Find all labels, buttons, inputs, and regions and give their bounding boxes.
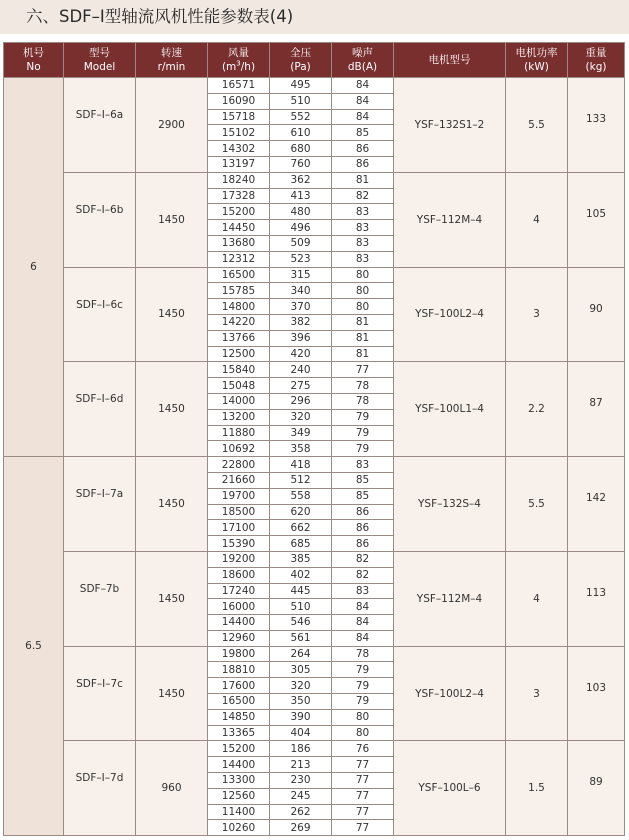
header-speed: 转速 r/min	[136, 43, 208, 78]
cell-motor-power: 5.5	[506, 78, 568, 173]
cell-airflow: 14450	[208, 220, 270, 236]
cell-airflow: 14220	[208, 314, 270, 330]
cell-noise: 80	[332, 709, 394, 725]
cell-airflow: 17328	[208, 188, 270, 204]
cell-noise: 83	[332, 583, 394, 599]
cell-motor-model: YSF–100L–6	[394, 741, 506, 836]
cell-pressure: 445	[270, 583, 332, 599]
cell-noise: 84	[332, 93, 394, 109]
cell-pressure: 390	[270, 709, 332, 725]
table-row	[4, 457, 625, 473]
cell-noise: 80	[332, 725, 394, 741]
cell-airflow: 15102	[208, 125, 270, 141]
cell-motor-power: 5.5	[506, 457, 568, 552]
cell-noise: 84	[332, 615, 394, 631]
cell-noise: 76	[332, 741, 394, 757]
cell-noise: 79	[332, 662, 394, 678]
cell-pressure: 510	[270, 599, 332, 615]
cell-pressure: 510	[270, 93, 332, 109]
cell-airflow: 18600	[208, 567, 270, 583]
cell-noise: 81	[332, 330, 394, 346]
cell-motor-power: 3	[506, 646, 568, 741]
cell-airflow: 16500	[208, 267, 270, 283]
cell-pressure: 213	[270, 757, 332, 773]
cell-airflow: 15840	[208, 362, 270, 378]
cell-airflow: 21660	[208, 472, 270, 488]
cell-pressure: 230	[270, 773, 332, 789]
cell-noise: 80	[332, 267, 394, 283]
cell-weight: 113	[568, 551, 625, 646]
cell-pressure: 269	[270, 820, 332, 836]
cell-motor-power: 2.2	[506, 362, 568, 457]
cell-pressure: 275	[270, 378, 332, 394]
cell-noise: 85	[332, 125, 394, 141]
cell-pressure: 315	[270, 267, 332, 283]
cell-noise: 84	[332, 109, 394, 125]
cell-noise: 86	[332, 520, 394, 536]
cell-noise: 85	[332, 472, 394, 488]
cell-noise: 79	[332, 441, 394, 457]
cell-motor-model: YSF–100L2–4	[394, 646, 506, 741]
cell-airflow: 15200	[208, 741, 270, 757]
cell-pressure: 296	[270, 393, 332, 409]
cell-motor-power: 3	[506, 267, 568, 362]
cell-fan-no: 6	[4, 78, 64, 457]
cell-model: SDF–7b	[64, 551, 136, 646]
header-row	[4, 43, 625, 78]
cell-airflow: 14800	[208, 299, 270, 315]
cell-pressure: 509	[270, 235, 332, 251]
cell-noise: 77	[332, 820, 394, 836]
cell-noise: 83	[332, 204, 394, 220]
cell-noise: 77	[332, 362, 394, 378]
cell-noise: 81	[332, 172, 394, 188]
cell-pressure: 340	[270, 283, 332, 299]
cell-weight: 142	[568, 457, 625, 552]
cell-noise: 79	[332, 678, 394, 694]
cell-pressure: 240	[270, 362, 332, 378]
cell-pressure: 320	[270, 409, 332, 425]
cell-airflow: 13680	[208, 235, 270, 251]
cell-noise: 79	[332, 425, 394, 441]
cell-airflow: 17100	[208, 520, 270, 536]
cell-pressure: 382	[270, 314, 332, 330]
cell-airflow: 19700	[208, 488, 270, 504]
cell-airflow: 14400	[208, 615, 270, 631]
cell-model: SDF–I–7c	[64, 646, 136, 741]
cell-noise: 80	[332, 299, 394, 315]
cell-airflow: 10692	[208, 441, 270, 457]
cell-model: SDF–I–6a	[64, 78, 136, 173]
cell-airflow: 14302	[208, 141, 270, 157]
cell-weight: 90	[568, 267, 625, 362]
cell-motor-power: 1.5	[506, 741, 568, 836]
cell-airflow: 14850	[208, 709, 270, 725]
cell-weight: 87	[568, 362, 625, 457]
cell-pressure: 480	[270, 204, 332, 220]
cell-airflow: 19200	[208, 551, 270, 567]
cell-airflow: 16571	[208, 78, 270, 94]
cell-pressure: 620	[270, 504, 332, 520]
fan-performance-table	[3, 42, 625, 836]
cell-pressure: 418	[270, 457, 332, 473]
table-row	[4, 646, 625, 662]
cell-pressure: 245	[270, 788, 332, 804]
cell-airflow: 19800	[208, 646, 270, 662]
cell-pressure: 385	[270, 551, 332, 567]
cell-model: SDF–I–7a	[64, 457, 136, 552]
cell-noise: 78	[332, 393, 394, 409]
cell-noise: 77	[332, 804, 394, 820]
header-noise: 噪声 dB(A)	[332, 43, 394, 78]
cell-noise: 85	[332, 488, 394, 504]
cell-pressure: 496	[270, 220, 332, 236]
cell-airflow: 13200	[208, 409, 270, 425]
cell-airflow: 12312	[208, 251, 270, 267]
cell-noise: 83	[332, 457, 394, 473]
cell-pressure: 495	[270, 78, 332, 94]
cell-airflow: 18810	[208, 662, 270, 678]
cell-noise: 79	[332, 409, 394, 425]
cell-fan-no: 6.5	[4, 457, 64, 836]
cell-airflow: 15718	[208, 109, 270, 125]
cell-pressure: 512	[270, 472, 332, 488]
cell-speed: 2900	[136, 78, 208, 173]
cell-airflow: 16500	[208, 694, 270, 710]
cell-pressure: 420	[270, 346, 332, 362]
table-row	[4, 551, 625, 567]
cell-pressure: 358	[270, 441, 332, 457]
cell-airflow: 14400	[208, 757, 270, 773]
cell-motor-power: 4	[506, 551, 568, 646]
header-motor-power: 电机功率 (kW)	[506, 43, 568, 78]
cell-noise: 86	[332, 536, 394, 552]
cell-model: SDF–I–6d	[64, 362, 136, 457]
cell-noise: 84	[332, 78, 394, 94]
cell-noise: 80	[332, 283, 394, 299]
table-row	[4, 172, 625, 188]
cell-airflow: 15200	[208, 204, 270, 220]
cell-pressure: 404	[270, 725, 332, 741]
cell-airflow: 18240	[208, 172, 270, 188]
table-row	[4, 741, 625, 757]
cell-pressure: 305	[270, 662, 332, 678]
cell-speed: 1450	[136, 172, 208, 267]
cell-speed: 960	[136, 741, 208, 836]
cell-airflow: 13766	[208, 330, 270, 346]
header-airflow: 风量 $(m^3/h)$	[208, 43, 270, 78]
cell-noise: 82	[332, 188, 394, 204]
cell-airflow: 16090	[208, 93, 270, 109]
cell-pressure: 396	[270, 330, 332, 346]
cell-noise: 78	[332, 378, 394, 394]
cell-noise: 78	[332, 646, 394, 662]
header-model: 型号 Model	[64, 43, 136, 78]
cell-motor-model: YSF–132S1–2	[394, 78, 506, 173]
cell-model: SDF–I–6c	[64, 267, 136, 362]
cell-pressure: 264	[270, 646, 332, 662]
cell-noise: 83	[332, 235, 394, 251]
cell-noise: 79	[332, 694, 394, 710]
cell-noise: 82	[332, 551, 394, 567]
cell-airflow: 18500	[208, 504, 270, 520]
cell-noise: 84	[332, 599, 394, 615]
table-row	[4, 267, 625, 283]
cell-weight: 89	[568, 741, 625, 836]
cell-noise: 86	[332, 156, 394, 172]
cell-model: SDF–I–6b	[64, 172, 136, 267]
cell-pressure: 685	[270, 536, 332, 552]
cell-airflow: 11400	[208, 804, 270, 820]
cell-airflow: 12960	[208, 630, 270, 646]
cell-pressure: 546	[270, 615, 332, 631]
cell-pressure: 370	[270, 299, 332, 315]
cell-noise: 86	[332, 141, 394, 157]
cell-noise: 81	[332, 346, 394, 362]
header-pressure: 全压 (Pa)	[270, 43, 332, 78]
cell-airflow: 17600	[208, 678, 270, 694]
cell-noise: 77	[332, 757, 394, 773]
cell-pressure: 680	[270, 141, 332, 157]
cell-speed: 1450	[136, 646, 208, 741]
cell-weight: 105	[568, 172, 625, 267]
cell-motor-model: YSF–100L1–4	[394, 362, 506, 457]
cell-motor-power: 4	[506, 172, 568, 267]
cell-speed: 1450	[136, 551, 208, 646]
cell-airflow: 10260	[208, 820, 270, 836]
cell-motor-model: YSF–100L2–4	[394, 267, 506, 362]
cell-airflow: 15390	[208, 536, 270, 552]
cell-model: SDF–I–7d	[64, 741, 136, 836]
page-title: 六、SDF–I型轴流风机性能参数表(4)	[0, 0, 629, 34]
cell-noise: 83	[332, 220, 394, 236]
cell-weight: 103	[568, 646, 625, 741]
cell-pressure: 320	[270, 678, 332, 694]
cell-noise: 77	[332, 773, 394, 789]
cell-motor-model: YSF–112M–4	[394, 551, 506, 646]
cell-speed: 1450	[136, 457, 208, 552]
header-motor-model: 电机型号	[394, 43, 506, 78]
cell-pressure: 610	[270, 125, 332, 141]
header-weight: 重量 (kg)	[568, 43, 625, 78]
cell-pressure: 413	[270, 188, 332, 204]
cell-pressure: 350	[270, 694, 332, 710]
cell-noise: 82	[332, 567, 394, 583]
cell-pressure: 186	[270, 741, 332, 757]
table-row	[4, 78, 625, 94]
cell-airflow: 15048	[208, 378, 270, 394]
cell-noise: 83	[332, 251, 394, 267]
cell-noise: 77	[332, 788, 394, 804]
cell-weight: 133	[568, 78, 625, 173]
header-no: 机号 No	[4, 43, 64, 78]
cell-pressure: 262	[270, 804, 332, 820]
table-row	[4, 362, 625, 378]
cell-pressure: 558	[270, 488, 332, 504]
cell-pressure: 552	[270, 109, 332, 125]
cell-motor-model: YSF–132S–4	[394, 457, 506, 552]
cell-pressure: 662	[270, 520, 332, 536]
cell-airflow: 12560	[208, 788, 270, 804]
cell-pressure: 523	[270, 251, 332, 267]
cell-airflow: 14000	[208, 393, 270, 409]
cell-airflow: 16000	[208, 599, 270, 615]
cell-pressure: 362	[270, 172, 332, 188]
cell-speed: 1450	[136, 362, 208, 457]
cell-pressure: 561	[270, 630, 332, 646]
cell-airflow: 13300	[208, 773, 270, 789]
cell-airflow: 15785	[208, 283, 270, 299]
cell-airflow: 22800	[208, 457, 270, 473]
cell-airflow: 13197	[208, 156, 270, 172]
cell-noise: 81	[332, 314, 394, 330]
cell-noise: 84	[332, 630, 394, 646]
cell-airflow: 11880	[208, 425, 270, 441]
cell-airflow: 12500	[208, 346, 270, 362]
cell-airflow: 13365	[208, 725, 270, 741]
cell-speed: 1450	[136, 267, 208, 362]
cell-noise: 86	[332, 504, 394, 520]
cell-pressure: 760	[270, 156, 332, 172]
cell-airflow: 17240	[208, 583, 270, 599]
cell-pressure: 402	[270, 567, 332, 583]
cell-pressure: 349	[270, 425, 332, 441]
cell-motor-model: YSF–112M–4	[394, 172, 506, 267]
